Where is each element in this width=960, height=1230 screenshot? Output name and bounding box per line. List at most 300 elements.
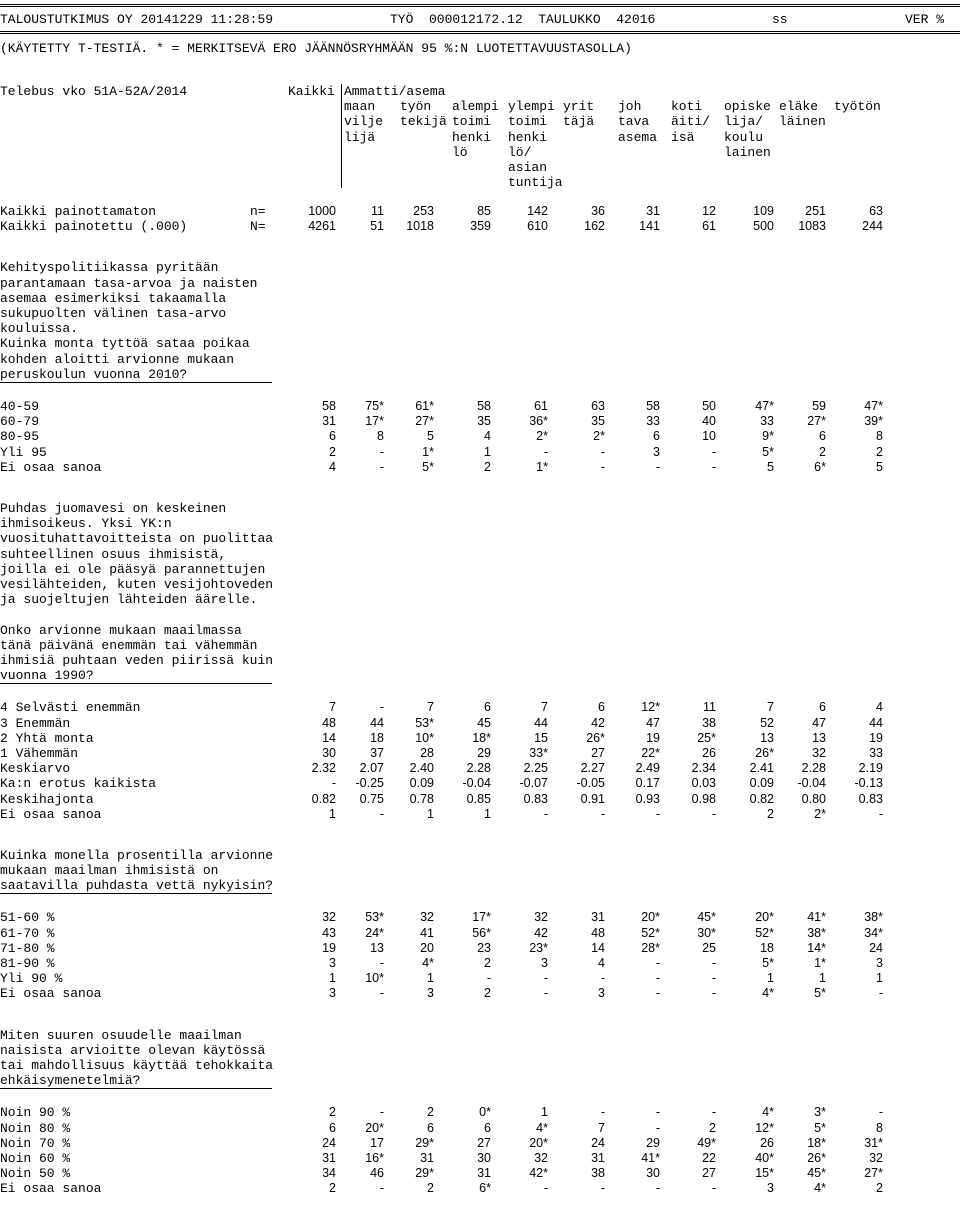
table-cell: - <box>655 806 660 821</box>
table-cell: 32 <box>420 910 434 925</box>
occupation-column-header <box>618 99 657 145</box>
table-cell: 30* <box>697 925 716 940</box>
table-row <box>0 910 960 925</box>
table-cell: 26 <box>702 745 716 760</box>
table-cell: 4 <box>484 429 491 444</box>
column-header-line: työtön <box>834 99 881 115</box>
table-cell: 18 <box>370 730 384 745</box>
table-cell: 24 <box>869 940 883 955</box>
table-cell: 2 <box>484 459 491 474</box>
row-label: Noin 60 % <box>0 1150 71 1166</box>
column-header-line: läinen <box>779 114 826 130</box>
table-cell: 27* <box>807 414 826 429</box>
table-cell: 11 <box>371 204 384 218</box>
table-cell: 6* <box>814 459 826 474</box>
row-label: Yli 90 % <box>0 971 63 987</box>
row-label: Noin 90 % <box>0 1105 71 1121</box>
total-cell: 31 <box>322 1150 336 1165</box>
table-cell: -0.04 <box>797 776 826 791</box>
row-label: Kaikki painottamaton <box>0 204 157 219</box>
test-note: (KÄYTETTY T-TESTIÄ. * = MERKITSEVÄ ERO JÄÄNNÖSRYHMÄÄN 95 %:N LUOTETTAVUUSTASOLLA) <box>0 41 632 56</box>
table-cell: 56* <box>472 925 491 940</box>
table-cell: - <box>600 806 605 821</box>
table-cell: - <box>543 1181 548 1196</box>
total-cell: 32 <box>322 910 336 925</box>
table-cell: 85 <box>477 204 491 218</box>
survey-title: Telebus vko 51A-52A/2014 <box>0 84 188 99</box>
table-cell: 1 <box>484 806 491 821</box>
table-cell: 0.98 <box>691 791 716 806</box>
table-cell: 33 <box>646 414 660 429</box>
table-cell: 0.93 <box>635 791 660 806</box>
table-cell: - <box>655 1120 660 1135</box>
table-cell: 36* <box>529 414 548 429</box>
table-cell: 53* <box>415 715 434 730</box>
table-cell: - <box>655 1105 660 1120</box>
table-cell: 49* <box>697 1135 716 1150</box>
question-blocks <box>0 234 960 1196</box>
table-cell: 23 <box>477 940 491 955</box>
table-cell: 2 <box>876 1181 883 1196</box>
table-cell: 2 <box>484 956 491 971</box>
table-cell: 47 <box>812 715 826 730</box>
table-cell: 15 <box>534 730 548 745</box>
table-cell: 12* <box>641 700 660 715</box>
table-cell: 26* <box>807 1150 826 1165</box>
question-text-line: kohden aloitti arvionne mukaan <box>0 351 235 367</box>
table-cell: - <box>711 1181 716 1196</box>
spacer <box>0 1089 960 1105</box>
table-cell: 19 <box>869 730 883 745</box>
spacer <box>0 475 960 501</box>
table-cell: 2 <box>876 444 883 459</box>
table-cell: 20* <box>529 1135 548 1150</box>
table-cell: 27* <box>415 414 434 429</box>
table-cell: 20* <box>365 1120 384 1135</box>
table-cell: 500 <box>753 219 774 234</box>
table-cell: 0.82 <box>749 791 774 806</box>
table-cell: 1 <box>819 971 826 986</box>
row-label: Keskiarvo <box>0 761 71 777</box>
table-cell: 4* <box>814 1181 826 1196</box>
table-cell: 0.09 <box>409 776 434 791</box>
table-row <box>0 761 960 776</box>
table-cell: 3 <box>598 986 605 1001</box>
column-header-line: ylempi <box>508 99 555 115</box>
column-header <box>0 84 960 204</box>
question-text-line <box>0 607 960 622</box>
table-cell: 6 <box>819 429 826 444</box>
table-cell: 2.40 <box>409 761 434 776</box>
table-cell: 2.27 <box>580 761 605 776</box>
table-cell: 5 <box>427 429 434 444</box>
total-cell: 14 <box>322 730 336 745</box>
total-cell: 6 <box>329 429 336 444</box>
column-header-line: joh <box>618 99 642 115</box>
table-cell: 109 <box>753 204 774 218</box>
table-cell: 40 <box>702 414 716 429</box>
table-cell: 13 <box>812 730 826 745</box>
table-cell: 17* <box>365 414 384 429</box>
column-header-line: maan <box>344 99 376 115</box>
column-header-line: toimi <box>508 114 548 130</box>
table-cell: 1* <box>422 444 434 459</box>
column-header-line: työn <box>400 99 432 115</box>
table-cell: - <box>711 444 716 459</box>
table-cell: 6 <box>427 1120 434 1135</box>
row-label: Ei osaa sanoa <box>0 459 102 475</box>
table-cell: 2.07 <box>359 761 384 776</box>
table-cell: 6 <box>819 700 826 715</box>
table-cell: 2* <box>536 429 548 444</box>
table-cell: - <box>878 1105 883 1120</box>
table-cell: 22* <box>641 745 660 760</box>
table-cell: - <box>655 956 660 971</box>
table-cell: 37 <box>370 745 384 760</box>
table-cell: 12* <box>755 1120 774 1135</box>
table-cell: 38* <box>864 910 883 925</box>
table-cell: 9* <box>762 429 774 444</box>
table-cell: 52* <box>641 925 660 940</box>
question-text-line: Miten suuren osuudelle maailman <box>0 1027 242 1043</box>
ss-label: ss <box>772 12 788 27</box>
table-cell: 38* <box>807 925 826 940</box>
occupation-column-header <box>671 99 710 145</box>
table-cell: 6 <box>598 700 605 715</box>
top-rule <box>0 4 960 7</box>
total-cell: 48 <box>322 715 336 730</box>
table-cell: 63 <box>869 204 883 218</box>
total-cell: 3 <box>329 956 336 971</box>
column-header-line: tekijä <box>400 114 447 130</box>
table-cell: -0.25 <box>355 776 384 791</box>
table-row <box>0 971 960 986</box>
table-cell: 2.28 <box>466 761 491 776</box>
column-header-line: tuntija <box>508 175 563 191</box>
row-label: Yli 95 <box>0 444 47 460</box>
table-cell: - <box>379 1105 384 1120</box>
question-text-line: joilla ei ole pääsyä parannettujen <box>0 561 266 577</box>
table-cell: 0.03 <box>691 776 716 791</box>
table-cell: 30 <box>477 1150 491 1165</box>
table-cell: 58 <box>477 399 491 413</box>
table-row <box>0 1121 960 1136</box>
row-label: Ei osaa sanoa <box>0 986 102 1002</box>
table-cell: 31 <box>646 204 660 218</box>
column-header-line: asema <box>618 129 658 145</box>
total-cell: 2.32 <box>311 761 336 776</box>
question-text-line: suhteellinen osuus ihmisistä, <box>0 546 227 562</box>
table-cell: 61* <box>415 399 434 413</box>
table-cell: 32 <box>869 1150 883 1165</box>
column-divider <box>341 84 342 188</box>
table-cell: 42 <box>591 715 605 730</box>
total-cell: 58 <box>322 399 336 413</box>
table-cell: 41* <box>807 910 826 925</box>
question-text-line: ihmisoikeus. Yksi YK:n <box>0 516 172 532</box>
company-stamp: TALOUSTUTKIMUS OY 20141229 11:28:59 <box>0 12 274 27</box>
table-cell: 10 <box>702 429 716 444</box>
table-cell: 5 <box>876 459 883 474</box>
table-cell: 50 <box>702 399 716 413</box>
total-cell: 43 <box>322 925 336 940</box>
table-cell: 26 <box>760 1135 774 1150</box>
question-text-line: sukupuolten välinen tasa-arvo <box>0 305 227 321</box>
base-rows <box>0 204 960 234</box>
table-cell: 2.25 <box>523 761 548 776</box>
table-cell: 20 <box>420 940 434 955</box>
table-cell: 7 <box>427 700 434 715</box>
total-cell: 19 <box>322 940 336 955</box>
spacer <box>0 234 960 260</box>
table-cell: 47 <box>646 715 660 730</box>
table-row <box>0 1166 960 1181</box>
table-row <box>0 1151 960 1166</box>
table-cell: -0.05 <box>576 776 605 791</box>
column-header-line: toimi <box>452 114 492 130</box>
table-cell: - <box>379 444 384 459</box>
total-cell: 2 <box>329 444 336 459</box>
row-label: 2 Yhtä monta <box>0 730 94 746</box>
table-cell: 17* <box>472 910 491 925</box>
occupation-column-header <box>508 99 563 190</box>
table-cell: 4* <box>422 956 434 971</box>
row-label: Keskihajonta <box>0 791 94 807</box>
table-cell: 24 <box>591 1135 605 1150</box>
table-cell: - <box>379 700 384 715</box>
table-cell: 18 <box>760 940 774 955</box>
table-cell: 2 <box>709 1120 716 1135</box>
table-cell: 2.41 <box>749 761 774 776</box>
table-row <box>0 926 960 941</box>
question-text-line: ja suojeltujen lähteiden äärelle. <box>0 592 258 608</box>
row-label: Kaikki painotettu (.000) <box>0 219 188 235</box>
table-cell: 27 <box>702 1166 716 1181</box>
question-prompt <box>0 367 960 383</box>
table-cell: 5* <box>762 956 774 971</box>
table-cell: 61 <box>702 219 716 234</box>
table-cell: - <box>878 986 883 1001</box>
table-cell: 1018 <box>406 219 434 234</box>
table-cell: - <box>600 459 605 474</box>
table-cell: 44 <box>869 715 883 730</box>
base-symbol: N= <box>250 219 266 235</box>
table-cell: 16* <box>365 1150 384 1165</box>
table-cell: - <box>379 459 384 474</box>
column-header-line: yrit <box>563 99 595 115</box>
total-cell: 4261 <box>308 219 336 234</box>
table-cell: 6 <box>653 429 660 444</box>
row-label: Noin 50 % <box>0 1166 71 1182</box>
table-cell: 4* <box>762 986 774 1001</box>
table-cell: 35 <box>477 414 491 429</box>
table-cell: 4* <box>762 1105 774 1120</box>
total-cell: 2 <box>329 1105 336 1120</box>
table-cell: 7 <box>598 1120 605 1135</box>
question-text-line: tänä päivänä enemmän tai vähemmän <box>0 637 258 653</box>
table-cell: 42* <box>529 1166 548 1181</box>
occupation-column-header <box>563 99 594 129</box>
table-cell: 2.28 <box>801 761 826 776</box>
row-label: 61-70 % <box>0 925 55 941</box>
table-row <box>0 776 960 791</box>
question-prompt-underlined: vuonna 1990? <box>0 668 272 684</box>
table-cell: 26* <box>755 745 774 760</box>
table-cell: 29* <box>415 1135 434 1150</box>
row-label: 1 Vähemmän <box>0 745 79 761</box>
question-prompt <box>0 668 960 684</box>
table-cell: 53* <box>365 910 384 925</box>
table-cell: 142 <box>527 204 548 218</box>
table-row <box>0 941 960 956</box>
table-cell: - <box>600 444 605 459</box>
table-cell: 18* <box>807 1135 826 1150</box>
column-header-line: äiti/ <box>671 114 711 130</box>
table-row <box>0 792 960 807</box>
table-cell: 2 <box>767 806 774 821</box>
table-cell: 1083 <box>798 219 826 234</box>
table-row <box>0 414 960 429</box>
occupation-column-header <box>724 99 771 160</box>
table-cell: 251 <box>805 204 826 218</box>
table-cell: 2 <box>427 1105 434 1120</box>
base-symbol: n= <box>250 204 266 219</box>
table-cell: 30 <box>646 1166 660 1181</box>
table-cell: 20* <box>755 910 774 925</box>
table-cell: 1* <box>536 459 548 474</box>
table-cell: 14 <box>591 940 605 955</box>
question-text-line: vesilähteiden, kuten vesijohtoveden <box>0 576 274 592</box>
spacer <box>0 383 960 399</box>
table-cell: 1 <box>427 806 434 821</box>
row-label: 3 Enemmän <box>0 715 71 731</box>
table-cell: 610 <box>527 219 548 234</box>
question-text-line: tai mahdollisuus käyttää tehokkaita <box>0 1058 274 1074</box>
header-rule <box>0 31 960 34</box>
table-cell: 4* <box>536 1120 548 1135</box>
spacer <box>0 684 960 700</box>
table-cell: 42 <box>534 925 548 940</box>
table-cell: - <box>543 806 548 821</box>
table-cell: 0.75 <box>359 791 384 806</box>
column-header-line: koulu <box>724 129 764 145</box>
column-header-line: lijä <box>344 129 376 145</box>
table-cell: - <box>543 444 548 459</box>
table-cell: 6 <box>484 700 491 715</box>
column-header-line: asian <box>508 160 548 175</box>
table-cell: 33 <box>869 745 883 760</box>
table-cell: 27 <box>477 1135 491 1150</box>
table-cell: 2.19 <box>858 761 883 776</box>
table-cell: 51 <box>370 219 384 234</box>
total-cell: 30 <box>322 745 336 760</box>
spacer <box>0 894 960 910</box>
table-cell: 34* <box>864 925 883 940</box>
table-cell: 48 <box>591 925 605 940</box>
table-cell: 3 <box>876 956 883 971</box>
table-cell: 31* <box>864 1135 883 1150</box>
table-cell: 38 <box>702 715 716 730</box>
question-text-line: kouluissa. <box>0 321 79 337</box>
row-label: 81-90 % <box>0 956 55 972</box>
table-cell: 4 <box>876 700 883 715</box>
question-text-line: naisista arvioitte olevan käytössä <box>0 1042 266 1058</box>
table-cell: 1 <box>541 1105 548 1120</box>
table-cell: - <box>600 971 605 986</box>
table-cell: 39* <box>864 414 883 429</box>
table-cell: 27 <box>591 745 605 760</box>
table-cell: 38 <box>591 1166 605 1181</box>
table-cell: - <box>711 971 716 986</box>
column-header-line: henki <box>508 129 548 145</box>
table-cell: 52 <box>760 715 774 730</box>
table-cell: 10* <box>365 971 384 986</box>
table-cell: 6 <box>484 1120 491 1135</box>
table-cell: 33 <box>760 414 774 429</box>
table-cell: 28 <box>420 745 434 760</box>
table-cell: 58 <box>646 399 660 413</box>
table-cell: 45 <box>477 715 491 730</box>
table-cell: 28* <box>641 940 660 955</box>
table-cell: - <box>655 971 660 986</box>
table-cell: 45* <box>697 910 716 925</box>
question-text-line: Onko arvionne mukaan maailmassa <box>0 622 242 638</box>
table-row <box>0 399 960 414</box>
table-cell: 20* <box>641 910 660 925</box>
table-cell: 253 <box>413 204 434 218</box>
table-cell: - <box>711 1105 716 1120</box>
table-cell: 0.80 <box>801 791 826 806</box>
table-cell: -0.04 <box>462 776 491 791</box>
total-cell: 1 <box>329 806 336 821</box>
table-cell: 0.17 <box>635 776 660 791</box>
table-cell: 26* <box>586 730 605 745</box>
table-cell: 29 <box>477 745 491 760</box>
table-cell: 24* <box>365 925 384 940</box>
table-row <box>0 731 960 746</box>
question-text-line: asemaa esimerkiksi takaamalla <box>0 290 227 306</box>
table-row <box>0 956 960 971</box>
table-cell: 44 <box>370 715 384 730</box>
table-cell: 0.09 <box>749 776 774 791</box>
table-cell: 3 <box>427 986 434 1001</box>
table-cell: 59 <box>812 399 826 413</box>
spacer <box>0 822 960 848</box>
table-cell: 31 <box>591 910 605 925</box>
table-cell: 0.83 <box>523 791 548 806</box>
column-header-line: isä <box>671 129 695 145</box>
table-cell: 47* <box>864 399 883 413</box>
row-label: 80-95 <box>0 429 40 445</box>
total-cell: 6 <box>329 1120 336 1135</box>
table-cell: - <box>600 1105 605 1120</box>
table-cell: 141 <box>639 219 660 234</box>
table-cell: 23* <box>529 940 548 955</box>
table-row <box>0 986 960 1001</box>
question-text-line: Puhdas juomavesi on keskeinen <box>0 500 227 516</box>
row-label: Ka:n erotus kaikista <box>0 776 157 792</box>
table-cell: 8 <box>876 1120 883 1135</box>
table-cell: 244 <box>862 219 883 234</box>
table-cell: 61 <box>534 399 548 413</box>
total-cell: 34 <box>322 1166 336 1181</box>
table-cell: 7 <box>767 700 774 715</box>
column-header-line: täjä <box>563 114 595 130</box>
column-header-line: henki <box>452 129 492 145</box>
table-cell: 1 <box>767 971 774 986</box>
row-label: 71-80 % <box>0 940 55 956</box>
table-row <box>0 460 960 475</box>
